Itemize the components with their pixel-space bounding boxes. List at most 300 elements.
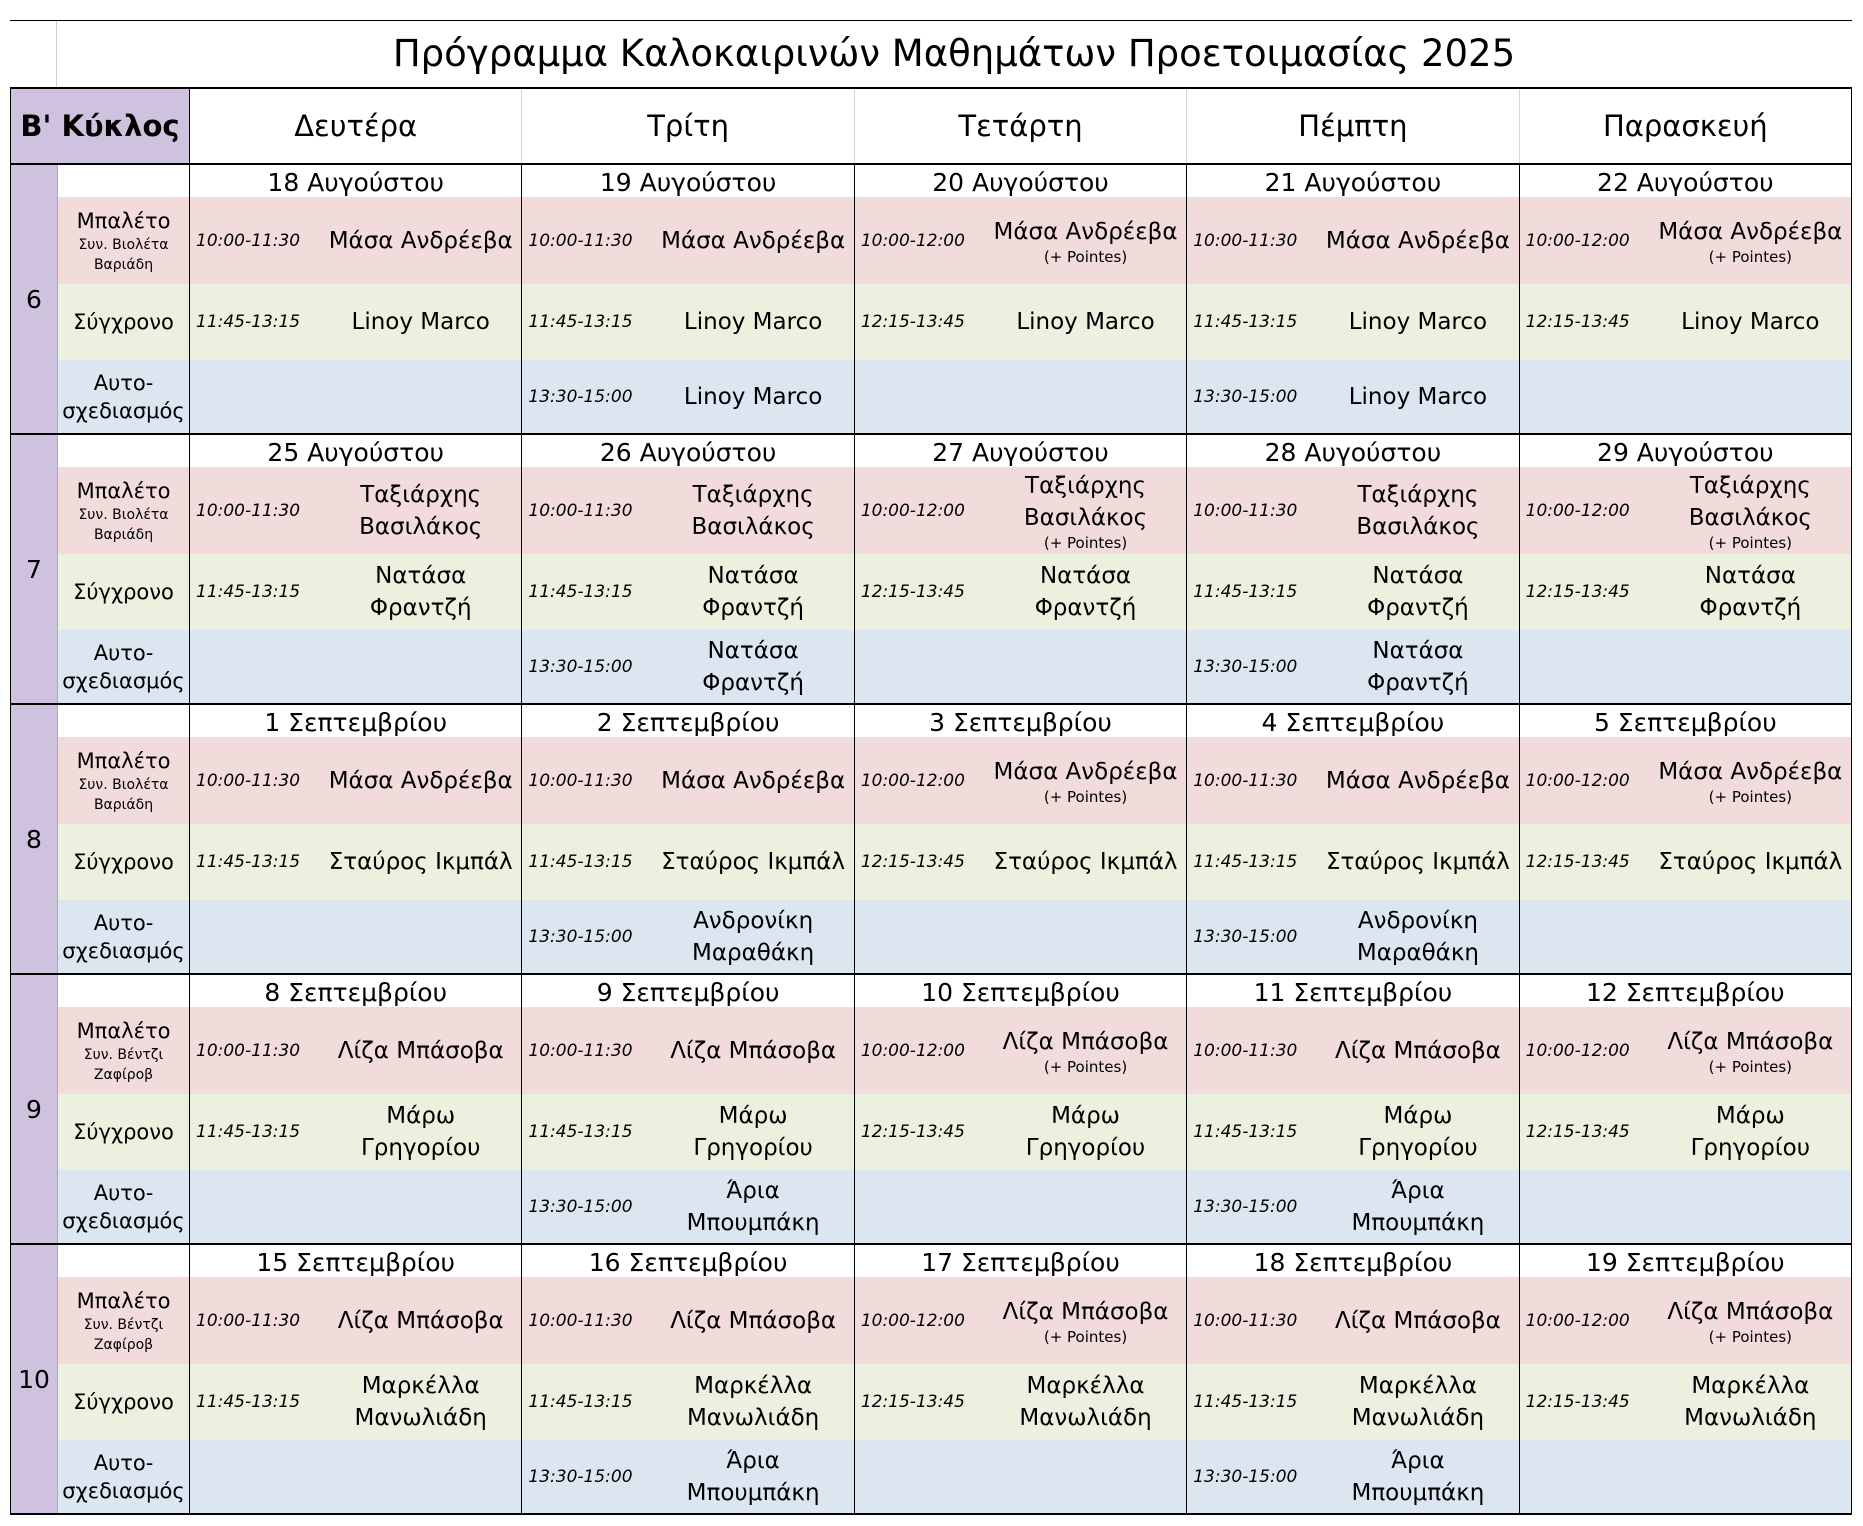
- session-instructor: Μάρω Γρηγορίου: [1690, 1103, 1811, 1161]
- modern-label-text: Σύγχρονο: [73, 310, 174, 334]
- day-header-wednesday: Τετάρτη: [855, 89, 1187, 163]
- session-instructor: Νατάσα Φραντζή: [1034, 563, 1137, 621]
- session-instructor: Μάρω Γρηγορίου: [1358, 1103, 1478, 1161]
- session-cell: [522, 1277, 854, 1364]
- improv-row: [58, 1440, 1851, 1513]
- session-cell: [855, 630, 1187, 703]
- session-time: 10:00-12:00: [860, 230, 965, 251]
- week-number: 7: [11, 435, 58, 703]
- session-instructor-block: [324, 846, 521, 878]
- session-time: 10:00-12:00: [1525, 500, 1630, 521]
- session-instructor: Ταξιάρχης Βασιλάκος: [1356, 481, 1480, 540]
- session-instructor-block: [324, 479, 521, 543]
- session-cell: [855, 1440, 1187, 1513]
- date-cell: 1 Σεπτεμβρίου: [190, 705, 522, 737]
- session-cell: [1187, 900, 1519, 973]
- session-cell: [1520, 1094, 1851, 1170]
- session-cell: [522, 467, 854, 554]
- session-instructor: Μάσα Ανδρέεβα: [1658, 218, 1843, 245]
- improv-row: [58, 900, 1851, 973]
- date-cell: 16 Σεπτεμβρίου: [522, 1245, 854, 1277]
- session-instructor-block: [1321, 381, 1518, 413]
- date-cell: 21 Αυγούστου: [1187, 165, 1519, 197]
- session-cell: [855, 1277, 1187, 1364]
- session-time: 12:15-13:45: [860, 852, 965, 872]
- session-cell: [1520, 737, 1851, 824]
- session-cell: [855, 360, 1187, 433]
- week-block: [10, 1245, 1852, 1515]
- session-cell: [1520, 1440, 1851, 1513]
- session-cell: [1187, 467, 1519, 554]
- weeks-container: [10, 165, 1852, 1515]
- session-instructor-block: [1321, 479, 1518, 543]
- session-time: 13:30-15:00: [528, 1466, 633, 1487]
- session-cell: [1187, 1007, 1519, 1094]
- modern-row: [58, 1364, 1851, 1440]
- week-number: 9: [11, 975, 58, 1243]
- session-instructor-block: [989, 1370, 1186, 1434]
- session-instructor: Λίζα Μπάσοβα: [1002, 1298, 1169, 1325]
- session-instructor: Λίζα Μπάσοβα: [670, 1307, 837, 1334]
- session-instructor: Μάσα Ανδρέεβα: [1325, 227, 1510, 254]
- session-instructor: Μάσα Ανδρέεβα: [1325, 767, 1510, 794]
- week-body: [58, 1245, 1851, 1513]
- modern-row: [58, 824, 1851, 900]
- session-time: 10:00-11:30: [528, 230, 633, 251]
- session-instructor-block: [324, 1100, 521, 1164]
- session-time: 13:30-15:00: [1193, 1196, 1298, 1217]
- session-instructor: Μάσα Ανδρέεβα: [661, 767, 846, 794]
- session-cell: [1520, 197, 1851, 284]
- date-cell: 18 Σεπτεμβρίου: [1187, 1245, 1519, 1277]
- improv-label-text: Αυτο-σχεδιασμός: [62, 1180, 185, 1233]
- modern-label-text: Σύγχρονο: [73, 580, 174, 604]
- session-cell: [855, 1170, 1187, 1243]
- session-cell: [522, 737, 854, 824]
- session-instructor-block: [1321, 225, 1518, 257]
- session-cell: [190, 1277, 522, 1364]
- session-instructor-block: [324, 560, 521, 624]
- date-cell: 20 Αυγούστου: [855, 165, 1187, 197]
- improv-row: [58, 360, 1851, 433]
- session-cell: [1520, 900, 1851, 973]
- session-cell: [1187, 1364, 1519, 1440]
- session-instructor: Ανδρονίκη Μαραθάκη: [692, 907, 815, 966]
- modern-label-text: Σύγχρονο: [73, 850, 174, 874]
- session-cell: [855, 737, 1187, 824]
- session-instructor-block: [1321, 905, 1518, 969]
- ballet-row: [58, 467, 1851, 554]
- session-instructor-block: [1654, 756, 1851, 806]
- session-instructor-block: [1654, 470, 1851, 552]
- session-cell: [190, 1094, 522, 1170]
- session-instructor: Άρια Μπουμπάκη: [1351, 1447, 1485, 1506]
- session-instructor: Άρια Μπουμπάκη: [686, 1447, 820, 1506]
- session-instructor-block: [656, 765, 853, 797]
- date-cell: 29 Αυγούστου: [1597, 438, 1774, 467]
- session-cell: [1187, 824, 1519, 900]
- session-time: 10:00-12:00: [860, 1040, 965, 1061]
- modern-row-label: [58, 824, 190, 900]
- session-instructor-block: [656, 1035, 853, 1067]
- session-time: 11:45-13:15: [196, 1392, 301, 1412]
- page-title: Πρόγραμμα Καλοκαιρινών Μαθημάτων Προετοιμασίας 2025: [392, 32, 1516, 75]
- title-row: [10, 20, 1852, 89]
- session-cell: [855, 284, 1187, 360]
- session-instructor-block: [1654, 216, 1851, 266]
- session-instructor: Μαρκέλλα Μανωλιάδη: [1351, 1373, 1485, 1431]
- session-instructor-block: [656, 1100, 853, 1164]
- week-number: 6: [11, 165, 58, 433]
- session-time: 10:00-11:30: [1193, 500, 1298, 521]
- session-time: 10:00-11:30: [528, 770, 633, 791]
- ballet-label-text: Μπαλέτο: [76, 1288, 171, 1313]
- date-cell: 9 Σεπτεμβρίου: [522, 975, 854, 1007]
- session-instructor: Νατάσα Φραντζή: [1367, 563, 1469, 621]
- session-instructor-block: [989, 560, 1186, 624]
- session-time: 11:45-13:15: [1193, 1122, 1298, 1142]
- session-note: (+ Pointes): [1043, 1327, 1128, 1346]
- session-instructor-block: [1321, 560, 1518, 624]
- session-cell: [522, 1364, 854, 1440]
- session-time: 11:45-13:15: [528, 852, 633, 872]
- date-row: [58, 975, 1851, 1007]
- session-instructor-block: [1321, 306, 1518, 338]
- day-header-monday: Δευτέρα: [190, 89, 522, 163]
- week-number: 8: [11, 705, 58, 973]
- ballet-row-label: [58, 467, 190, 554]
- session-instructor: Linoy Marco: [1348, 383, 1488, 410]
- session-instructor-block: [656, 905, 853, 969]
- session-instructor-block: [324, 1370, 521, 1434]
- week-body: [58, 705, 1851, 973]
- date-row: [58, 1245, 1851, 1277]
- session-cell: [190, 824, 522, 900]
- day-header-row: [10, 89, 1852, 165]
- session-cell: [522, 1170, 854, 1243]
- session-time: 10:00-11:30: [196, 770, 301, 791]
- session-instructor: Linoy Marco: [683, 383, 823, 410]
- improv-label-text: Αυτο-σχεδιασμός: [62, 370, 185, 423]
- modern-row-label: [58, 554, 190, 630]
- session-instructor: Μάσα Ανδρέεβα: [993, 758, 1178, 785]
- session-instructor-block: [989, 1296, 1186, 1346]
- session-time: 10:00-11:30: [1193, 230, 1298, 251]
- session-cell: [1520, 1007, 1851, 1094]
- session-note: (+ Pointes): [1708, 247, 1792, 266]
- session-cell: [190, 554, 522, 630]
- session-time: 12:15-13:45: [1525, 1122, 1630, 1142]
- session-instructor: Linoy Marco: [351, 309, 490, 335]
- accompanist-label: Συν. Βιολέτα Βαριάδη: [78, 776, 169, 813]
- session-time: 11:45-13:15: [196, 852, 301, 872]
- modern-row: [58, 1094, 1851, 1170]
- session-instructor-block: [1654, 1370, 1851, 1434]
- date-cell: 2 Σεπτεμβρίου: [522, 705, 854, 737]
- improv-label-text: Αυτο-σχεδιασμός: [62, 1450, 185, 1503]
- session-time: 10:00-11:30: [196, 230, 301, 251]
- ballet-label-text: Μπαλέτο: [76, 478, 171, 503]
- session-instructor-block: [989, 1026, 1186, 1076]
- date-cell: 3 Σεπτεμβρίου: [855, 705, 1187, 737]
- session-time: 10:00-12:00: [1525, 770, 1630, 791]
- session-note: (+ Pointes): [1708, 1327, 1792, 1346]
- session-instructor: Ταξιάρχης Βασιλάκος: [359, 481, 483, 540]
- session-cell: [855, 1094, 1187, 1170]
- improv-label-text: Αυτο-σχεδιασμός: [62, 640, 185, 693]
- session-time: 10:00-11:30: [528, 500, 633, 521]
- session-time: 10:00-12:00: [860, 1310, 965, 1331]
- session-instructor-block: [1654, 846, 1851, 878]
- session-time: 13:30-15:00: [1193, 926, 1298, 947]
- week-block: [10, 705, 1852, 975]
- session-instructor-block: [1321, 635, 1518, 699]
- modern-row: [58, 284, 1851, 360]
- week-body: [58, 165, 1851, 433]
- session-instructor: Μάρω Γρηγορίου: [693, 1103, 813, 1161]
- date-row: [58, 435, 1851, 467]
- date-cell: 11 Σεπτεμβρίου: [1187, 975, 1519, 1007]
- session-cell: [855, 1007, 1187, 1094]
- session-cell: [1520, 284, 1851, 360]
- schedule-sheet: [10, 20, 1852, 1515]
- session-instructor: Ανδρονίκη Μαραθάκη: [1356, 907, 1479, 966]
- session-instructor: Linoy Marco: [1348, 309, 1488, 335]
- session-instructor-block: [1654, 1026, 1851, 1076]
- session-cell: [190, 737, 522, 824]
- date-cell: 25 Αυγούστου: [190, 435, 522, 467]
- session-instructor: Λίζα Μπάσοβα: [670, 1037, 837, 1064]
- session-instructor-block: [656, 560, 853, 624]
- session-instructor-block: [656, 1175, 853, 1239]
- session-cell: [522, 360, 854, 433]
- session-time: 11:45-13:15: [528, 312, 633, 332]
- day-header-thursday: Πέμπτη: [1187, 89, 1519, 163]
- session-time: 10:00-12:00: [860, 500, 965, 521]
- session-cell: [522, 900, 854, 973]
- session-cell: [190, 360, 522, 433]
- session-cell: [1187, 1094, 1519, 1170]
- improv-row-label: [58, 900, 190, 973]
- session-time: 10:00-11:30: [1193, 1040, 1298, 1061]
- session-cell: [190, 467, 522, 554]
- accompanist-label: Συν. Βιολέτα Βαριάδη: [78, 236, 169, 273]
- session-time: 11:45-13:15: [1193, 312, 1298, 332]
- session-instructor: Μάσα Ανδρέεβα: [328, 227, 513, 254]
- session-cell: [855, 554, 1187, 630]
- session-instructor: Λίζα Μπάσοβα: [1002, 1028, 1169, 1055]
- ballet-row-label: [58, 1007, 190, 1094]
- session-note: (+ Pointes): [1043, 247, 1128, 266]
- session-instructor-block: [656, 1305, 853, 1337]
- session-cell: [190, 1007, 522, 1094]
- session-cell: [1520, 1277, 1851, 1364]
- date-cell: 12 Σεπτεμβρίου: [1586, 978, 1785, 1007]
- session-cell: [855, 824, 1187, 900]
- session-time: 10:00-11:30: [528, 1040, 633, 1061]
- session-time: 12:15-13:45: [860, 1122, 965, 1142]
- session-instructor-block: [1654, 560, 1851, 624]
- session-instructor: Μάσα Ανδρέεβα: [661, 227, 846, 254]
- session-instructor: Ταξιάρχης Βασιλάκος: [1023, 472, 1148, 531]
- session-instructor: Ταξιάρχης Βασιλάκος: [1688, 472, 1812, 531]
- session-instructor: Μαρκέλλα Μανωλιάδη: [1019, 1373, 1152, 1431]
- date-row-label: [58, 435, 190, 467]
- session-note: (+ Pointes): [1043, 533, 1128, 552]
- session-cell: [190, 284, 522, 360]
- session-time: 12:15-13:45: [860, 312, 965, 332]
- ballet-row: [58, 1007, 1851, 1094]
- session-instructor: Σταύρος Ικμπάλ: [1658, 849, 1843, 875]
- session-time: 10:00-12:00: [1525, 1310, 1630, 1331]
- session-cell: [1520, 467, 1851, 554]
- session-instructor-block: [1321, 1035, 1518, 1067]
- session-cell: [855, 900, 1187, 973]
- session-instructor: Μάσα Ανδρέεβα: [993, 218, 1178, 245]
- session-note: (+ Pointes): [1043, 787, 1128, 806]
- session-instructor-block: [1321, 846, 1518, 878]
- session-time: 12:15-13:45: [1525, 1392, 1630, 1412]
- session-instructor-block: [656, 635, 853, 699]
- week-body: [58, 435, 1851, 703]
- session-cell: [855, 467, 1187, 554]
- session-time: 10:00-11:30: [528, 1310, 633, 1331]
- improv-row-label: [58, 1440, 190, 1513]
- session-instructor-block: [989, 846, 1186, 878]
- accompanist-label: Συν. Βέντζι Ζαφίροβ: [83, 1316, 164, 1353]
- week-block: [10, 435, 1852, 705]
- date-row-label: [58, 1245, 190, 1277]
- session-cell: [1520, 360, 1851, 433]
- ballet-row: [58, 1277, 1851, 1364]
- session-cell: [1520, 1364, 1851, 1440]
- session-time: 12:15-13:45: [1525, 312, 1630, 332]
- session-instructor-block: [656, 225, 853, 257]
- session-time: 13:30-15:00: [528, 1196, 633, 1217]
- date-row: [58, 705, 1851, 737]
- date-row-label: [58, 705, 190, 737]
- improv-label-text: Αυτο-σχεδιασμός: [62, 910, 185, 963]
- session-instructor-block: [989, 756, 1186, 806]
- session-cell: [855, 1364, 1187, 1440]
- session-instructor: Άρια Μπουμπάκη: [1351, 1177, 1485, 1236]
- week-body: [58, 975, 1851, 1243]
- session-note: (+ Pointes): [1043, 1057, 1128, 1076]
- session-cell: [1520, 554, 1851, 630]
- cycle-label: Β' Κύκλος: [11, 89, 190, 163]
- session-cell: [190, 1170, 522, 1243]
- session-cell: [190, 1364, 522, 1440]
- session-cell: [1187, 197, 1519, 284]
- session-cell: [190, 1440, 522, 1513]
- session-time: 11:45-13:15: [1193, 852, 1298, 872]
- session-instructor: Λίζα Μπάσοβα: [337, 1307, 504, 1334]
- improv-row-label: [58, 1170, 190, 1243]
- session-cell: [522, 197, 854, 284]
- session-cell: [522, 284, 854, 360]
- session-cell: [522, 1094, 854, 1170]
- session-instructor-block: [1654, 306, 1851, 338]
- modern-row-label: [58, 1094, 190, 1170]
- session-time: 11:45-13:15: [528, 1122, 633, 1142]
- session-cell: [522, 824, 854, 900]
- session-time: 11:45-13:15: [528, 1392, 633, 1412]
- session-note: (+ Pointes): [1708, 1057, 1792, 1076]
- date-cell: 19 Σεπτεμβρίου: [1586, 1248, 1785, 1277]
- date-cell: 26 Αυγούστου: [522, 435, 854, 467]
- session-cell: [855, 197, 1187, 284]
- session-instructor-block: [656, 1370, 853, 1434]
- session-instructor-block: [1321, 1370, 1518, 1434]
- session-time: 12:15-13:45: [860, 1392, 965, 1412]
- date-row-label: [58, 165, 190, 197]
- session-time: 10:00-11:30: [196, 1040, 301, 1061]
- week-block: [10, 975, 1852, 1245]
- modern-label-text: Σύγχρονο: [73, 1120, 174, 1144]
- session-instructor-block: [1654, 1100, 1851, 1164]
- date-cell: 19 Αυγούστου: [522, 165, 854, 197]
- ballet-row-label: [58, 1277, 190, 1364]
- session-time: 12:15-13:45: [1525, 852, 1630, 872]
- accompanist-label: Συν. Βέντζι Ζαφίροβ: [83, 1046, 164, 1083]
- session-instructor-block: [324, 1305, 521, 1337]
- session-instructor: Λίζα Μπάσοβα: [337, 1037, 504, 1064]
- session-time: 10:00-12:00: [860, 770, 965, 791]
- session-instructor-block: [1321, 765, 1518, 797]
- ballet-row-label: [58, 737, 190, 824]
- session-instructor-block: [656, 381, 853, 413]
- session-cell: [1520, 630, 1851, 703]
- session-instructor: Linoy Marco: [1681, 309, 1820, 335]
- session-instructor: Νατάσα Φραντζή: [702, 637, 804, 696]
- session-instructor-block: [1321, 1445, 1518, 1509]
- session-instructor: Νατάσα Φραντζή: [702, 563, 804, 621]
- session-instructor: Νατάσα Φραντζή: [1699, 563, 1802, 621]
- session-time: 11:45-13:15: [528, 582, 633, 602]
- session-instructor: Μαρκέλλα Μανωλιάδη: [1684, 1373, 1817, 1431]
- accompanist-label: Συν. Βιολέτα Βαριάδη: [78, 506, 169, 543]
- improv-row-label: [58, 630, 190, 703]
- session-instructor-block: [1321, 1305, 1518, 1337]
- session-cell: [522, 1440, 854, 1513]
- session-cell: [190, 197, 522, 284]
- session-instructor: Λίζα Μπάσοβα: [1335, 1037, 1501, 1064]
- session-time: 10:00-11:30: [196, 500, 301, 521]
- session-cell: [1187, 630, 1519, 703]
- date-cell: 27 Αυγούστου: [855, 435, 1187, 467]
- session-cell: [522, 630, 854, 703]
- session-instructor-block: [656, 1445, 853, 1509]
- week-number: 10: [11, 1245, 58, 1513]
- session-instructor: Σταύρος Ικμπάλ: [328, 849, 513, 875]
- date-cell: 17 Σεπτεμβρίου: [855, 1245, 1187, 1277]
- improv-row-label: [58, 360, 190, 433]
- day-header-friday: Παρασκευή: [1602, 109, 1768, 143]
- session-instructor-block: [324, 1035, 521, 1067]
- date-cell: 8 Σεπτεμβρίου: [190, 975, 522, 1007]
- session-instructor: Μάσα Ανδρέεβα: [328, 767, 513, 794]
- session-cell: [1520, 1170, 1851, 1243]
- session-instructor-block: [989, 216, 1186, 266]
- day-header-tuesday: Τρίτη: [522, 89, 854, 163]
- session-time: 11:45-13:15: [1193, 582, 1298, 602]
- session-instructor: Σταύρος Ικμπάλ: [661, 849, 846, 875]
- session-instructor: Σταύρος Ικμπάλ: [993, 849, 1178, 875]
- modern-row: [58, 554, 1851, 630]
- session-instructor: Μάσα Ανδρέεβα: [1658, 758, 1843, 785]
- date-cell: 10 Σεπτεμβρίου: [855, 975, 1187, 1007]
- session-instructor: Λίζα Μπάσοβα: [1335, 1307, 1501, 1334]
